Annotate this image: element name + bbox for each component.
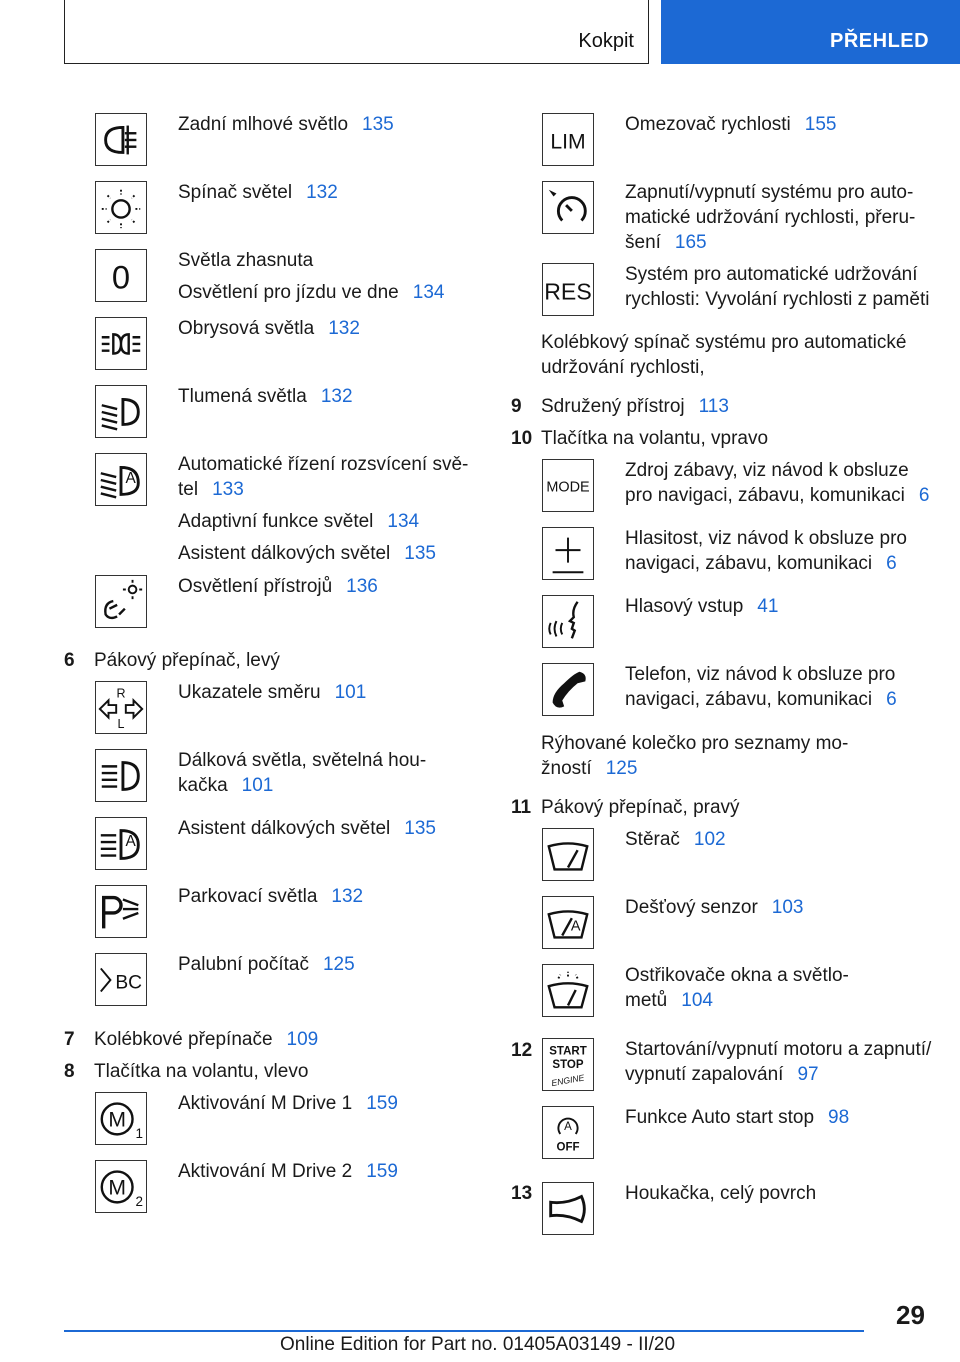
item-text: Automatické řízení rozsvícení svě- <box>178 454 469 475</box>
svg-text:STOP: STOP <box>552 1058 584 1071</box>
page-link[interactable]: 135 <box>362 114 394 135</box>
voice-input-icon <box>542 595 594 648</box>
svg-text:2: 2 <box>135 1194 144 1210</box>
svg-text:BC: BC <box>115 972 143 994</box>
m-drive-1-icon <box>95 1092 147 1145</box>
svg-text:RES: RES <box>544 278 592 305</box>
item-text: Houkačka, celý povrch <box>625 1183 817 1204</box>
item-text: metů 104 <box>625 990 713 1011</box>
item-text: Zapnutí/vypnutí systému pro auto- <box>625 182 914 203</box>
instrument-lighting-icon <box>95 575 147 628</box>
svg-text:R: R <box>116 686 126 701</box>
high-beam-assist-icon <box>95 817 147 870</box>
page-link[interactable]: 132 <box>328 318 360 339</box>
auto-start-stop-icon <box>542 1106 594 1159</box>
parking-lights-icon <box>95 317 147 370</box>
page-link[interactable]: 125 <box>605 758 638 779</box>
section-number: 9 <box>511 396 522 417</box>
cruise-control-icon <box>542 181 594 234</box>
page-link[interactable]: 125 <box>322 954 355 975</box>
item-text: Osvětlení přístrojů 136 <box>178 576 378 597</box>
item-text: Dálková světla, světelná hou- <box>178 750 427 771</box>
item-text: Asistent dálkových světel 135 <box>178 543 436 564</box>
section-number: 7 <box>64 1029 75 1050</box>
item-text: matické udržování rychlosti, přeru- <box>625 207 916 228</box>
section-number: 10 <box>511 428 533 449</box>
item-text: Systém pro automatické udržování <box>625 264 918 285</box>
auto-headlight-icon <box>95 453 147 506</box>
item-text: Spínač světel 132 <box>178 182 338 203</box>
wheel-description: žností 125 <box>541 758 638 779</box>
washer-icon <box>542 964 594 1017</box>
page-link[interactable]: 132 <box>306 182 338 203</box>
item-text: Telefon, viz návod k obsluze pro <box>625 664 896 685</box>
page-link[interactable]: 109 <box>286 1029 319 1050</box>
footer-divider <box>64 1330 864 1332</box>
page-link[interactable]: 102 <box>693 829 726 850</box>
svg-text:A: A <box>125 832 136 850</box>
page-number: 29 <box>896 1300 925 1330</box>
section-title: Tlačítka na volantu, vpravo <box>541 428 769 449</box>
chapter-title: PŘEHLED <box>830 30 930 52</box>
page-link[interactable]: 135 <box>404 543 436 564</box>
item-text: navigaci, zábavu, komunikaci 6 <box>625 553 897 574</box>
page-link[interactable]: 136 <box>346 576 378 597</box>
item-text: Funkce Auto start stop 98 <box>625 1107 850 1128</box>
section-title: Sdružený přístroj 113 <box>541 396 729 417</box>
horn-icon <box>542 1182 594 1235</box>
section-number: 12 <box>511 1040 533 1061</box>
wheel-description: Rýhované kolečko pro seznamy mo- <box>541 733 849 754</box>
wiper-icon <box>542 828 594 881</box>
page-link[interactable]: 6 <box>918 485 930 506</box>
header-chapter-tab[interactable] <box>661 0 960 64</box>
page-link[interactable]: 97 <box>797 1064 819 1085</box>
page-link[interactable]: 101 <box>241 775 274 796</box>
item-text: Parkovací světla 132 <box>178 886 364 907</box>
section-number: 11 <box>511 797 532 818</box>
page-link[interactable]: 6 <box>886 689 897 710</box>
section-title: Pákový přepínač, pravý <box>541 797 740 818</box>
start-stop-icon <box>542 1038 594 1091</box>
page-link[interactable]: 113 <box>698 396 729 417</box>
item-text: Ostřikovače okna a světlo- <box>625 965 849 986</box>
section-title: Kolébkové přepínače 109 <box>94 1029 319 1050</box>
item-text: navigaci, zábavu, komunikaci 6 <box>625 689 897 710</box>
onboard-computer-icon <box>95 953 147 1006</box>
page-link[interactable]: 159 <box>366 1093 398 1114</box>
m-drive-2-icon <box>95 1160 147 1213</box>
item-text: vypnutí zapalování 97 <box>625 1064 819 1085</box>
rocker-description: udržování rychlosti, <box>541 357 705 378</box>
page-link[interactable]: 6 <box>886 553 897 574</box>
rocker-description: Kolébkový spínač systému pro automatické <box>541 332 907 353</box>
item-text: Hlasitost, viz návod k obsluze pro <box>625 528 907 549</box>
svg-text:L: L <box>117 717 125 732</box>
svg-text:A: A <box>125 469 136 487</box>
item-text: rychlosti: Vyvolání rychlosti z paměti <box>625 289 930 310</box>
page-link[interactable]: 132 <box>331 886 364 907</box>
page-link[interactable]: 104 <box>681 990 713 1011</box>
svg-text:0: 0 <box>111 258 131 296</box>
svg-text:ENGINE: ENGINE <box>550 1072 585 1089</box>
low-beam-icon <box>95 385 147 438</box>
lights-off-icon <box>95 249 147 302</box>
resume-icon <box>542 263 594 316</box>
header-section-box <box>64 0 649 64</box>
svg-text:M: M <box>108 1108 126 1132</box>
item-text: Palubní počítač 125 <box>178 954 355 975</box>
item-text: Zdroj zábavy, viz návod k obsluze <box>625 460 909 481</box>
rear-fog-light-icon <box>95 113 147 166</box>
rain-sensor-icon <box>542 896 594 949</box>
item-text: Aktivování M Drive 2 159 <box>178 1161 398 1182</box>
item-text: Hlasový vstup 41 <box>625 596 779 617</box>
item-text: Světla zhasnuta <box>178 250 314 271</box>
page-link[interactable]: 133 <box>212 479 244 500</box>
item-text: Zadní mlhové světlo 135 <box>178 114 394 135</box>
page-link[interactable]: 132 <box>320 386 353 407</box>
section-number: 8 <box>64 1061 75 1082</box>
page-link[interactable]: 41 <box>757 596 779 617</box>
svg-text:1: 1 <box>135 1126 144 1142</box>
item-text: pro navigaci, zábavu, komunikaci 6 <box>625 485 930 506</box>
section-title: Pákový přepínač, levý <box>94 650 280 671</box>
item-text: Startování/vypnutí motoru a zapnutí/ <box>625 1039 932 1060</box>
phone-icon <box>542 663 594 716</box>
section-title: Tlačítka na volantu, vlevo <box>94 1061 309 1082</box>
item-text: Adaptivní funkce světel 134 <box>178 511 420 532</box>
page-link[interactable]: 134 <box>387 511 420 532</box>
section-number: 6 <box>64 650 75 671</box>
item-text: šení 165 <box>625 232 707 253</box>
svg-text:LIM: LIM <box>550 130 586 154</box>
turn-signal-icon <box>95 681 147 734</box>
item-text: Asistent dálkových světel 135 <box>178 818 436 839</box>
high-beam-icon <box>95 749 147 802</box>
item-text: Obrysová světla 132 <box>178 318 360 339</box>
item-text: Dešťový senzor 103 <box>625 897 804 918</box>
mode-icon <box>542 459 594 512</box>
page-link[interactable]: 101 <box>334 682 367 703</box>
svg-text:A: A <box>570 918 581 935</box>
svg-text:OFF: OFF <box>556 1141 580 1154</box>
section-number: 13 <box>511 1183 533 1204</box>
svg-text:A: A <box>564 1121 572 1134</box>
page-link[interactable]: 155 <box>804 114 837 135</box>
svg-text:START: START <box>549 1045 587 1058</box>
footer-edition: Online Edition for Part no. 01405A03149 - II/20 <box>280 1334 676 1355</box>
page-link[interactable]: 159 <box>366 1161 398 1182</box>
light-switch-icon <box>95 181 147 234</box>
item-text: tel 133 <box>178 479 244 500</box>
item-text: Tlumená světla 132 <box>178 386 353 407</box>
item-text: Aktivování M Drive 1 159 <box>178 1093 398 1114</box>
svg-text:MODE: MODE <box>546 479 590 496</box>
item-text: kačka 101 <box>178 775 274 796</box>
svg-text:M: M <box>108 1176 126 1200</box>
item-text: Ukazatele směru 101 <box>178 682 367 703</box>
page-link[interactable]: 134 <box>412 282 445 303</box>
section-title: Kokpit <box>578 30 634 52</box>
item-text: Omezovač rychlosti 155 <box>625 114 837 135</box>
item-text: Stěrač 102 <box>625 829 726 850</box>
speed-limiter-icon <box>542 113 594 166</box>
page-link[interactable]: 165 <box>674 232 707 253</box>
parking-light-icon <box>95 885 147 938</box>
page-link[interactable]: 98 <box>828 1107 850 1128</box>
page-link[interactable]: 103 <box>771 897 804 918</box>
volume-icon <box>542 527 594 580</box>
page-link[interactable]: 135 <box>404 818 436 839</box>
item-text: Osvětlení pro jízdu ve dne 134 <box>178 282 445 303</box>
